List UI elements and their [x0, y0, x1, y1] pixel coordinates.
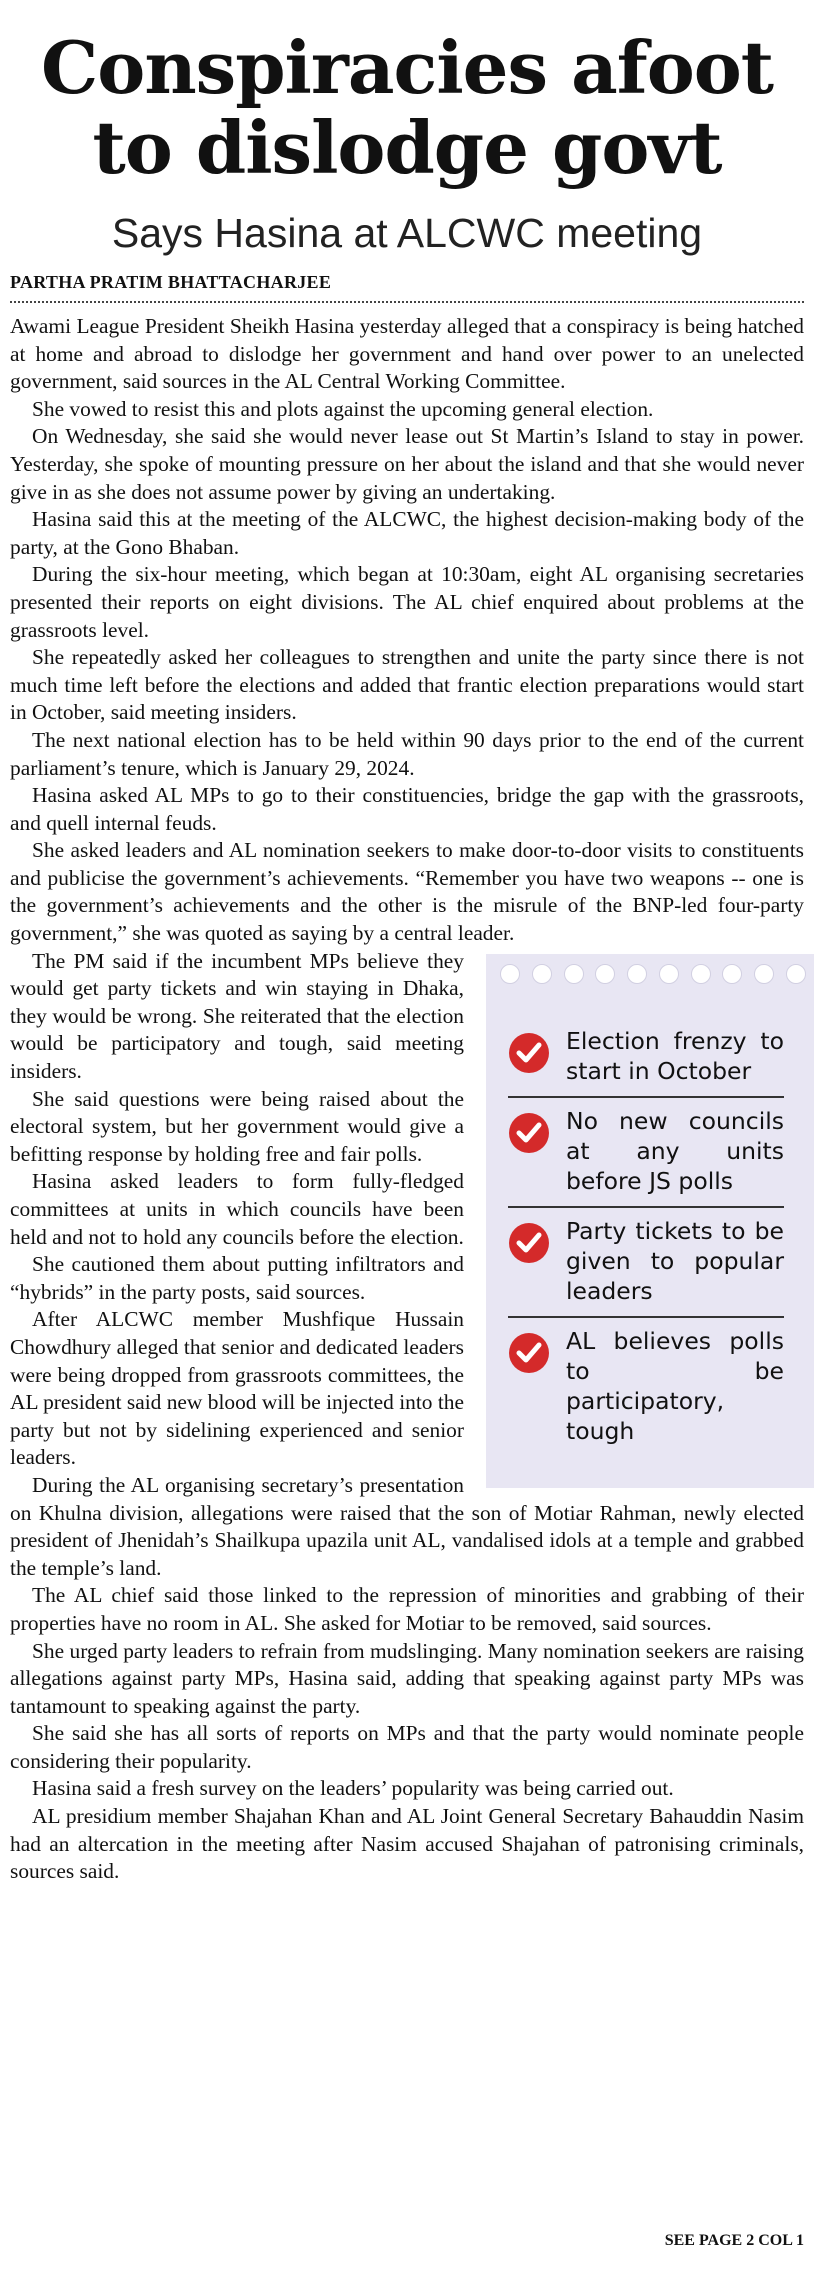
binding-hole: [564, 964, 584, 984]
highlight-text: Election frenzy to start in October: [566, 1026, 784, 1085]
highlight-text: No new councils at any units before JS polls: [566, 1106, 784, 1195]
headline-line-1: Conspiracies afoot: [40, 25, 774, 110]
article-paragraph: The next national election has to be held within 90 days prior to the end of the current parliament’s tenure, which is January 29, 2024.: [10, 727, 804, 780]
article-paragraph: Hasina said a fresh survey on the leaders’ popularity was being carried out.: [32, 1776, 674, 1801]
binding-hole: [659, 964, 679, 984]
highlight-item: [508, 1018, 784, 1098]
notepad-binding-holes: [500, 964, 806, 984]
highlights-sidebar: [486, 954, 814, 1488]
binding-hole: [691, 964, 711, 984]
article-paragraph: The AL chief said those linked to the repression of minorities and grabbing of their properties have no room in AL. She asked for Motiar to be removed, said sources.: [10, 1583, 804, 1635]
highlight-item: [508, 1208, 784, 1318]
article-paragraph: After ALCWC member Mushfique Hussain Chowdhury alleged that senior and dedicated leaders were being dropped from grassroots committees, the AL president said new blood will be injected into the party but not by sidelining experienced and senior leaders.: [10, 1307, 464, 1470]
checkmark-circle-icon: [508, 1032, 550, 1074]
binding-hole: [500, 964, 520, 984]
byline-divider: [10, 301, 804, 303]
article-paragraph: She said she has all sorts of reports on MPs and that the party would nominate people considering their popularity.: [10, 1721, 804, 1773]
highlight-item: [508, 1098, 784, 1208]
article-paragraph: Hasina asked leaders to form fully-fledged committees at units in which councils have been held and not to hold any councils before the election.: [10, 1169, 464, 1249]
article-paragraph: She urged party leaders to refrain from mudslinging. Many nomination seekers are raising allegations against party MPs, Hasina said, adding that speaking against party MPs was tantamount to speaking against the party.: [10, 1638, 804, 1718]
article-paragraph: Hasina said this at the meeting of the ALCWC, the highest decision-making body of the party, at the Gono Bhaban.: [10, 507, 804, 559]
article-paragraph: Awami League President Sheikh Hasina yesterday alleged that a conspiracy is being hatched at home and abroad to dislodge her government and hand over power to an unelected government, said sources in the AL Central Working Committee.: [10, 314, 804, 394]
article-paragraph: On Wednesday, she said she would never lease out St Martin’s Island to stay in power. Yesterday, she spoke of mounting pressure on her about the island and that she would never give in as she does not assume power by giving an undertaking.: [10, 424, 804, 504]
byline: PARTHA PRATIM BHATTACHARJEE: [10, 272, 332, 292]
article-body: [10, 313, 804, 1886]
headline: [10, 0, 804, 188]
checkmark-circle-icon: [508, 1112, 550, 1154]
checkmark-circle-icon: [508, 1222, 550, 1264]
binding-hole: [754, 964, 774, 984]
checkmark-circle-icon: [508, 1332, 550, 1374]
highlight-item: [508, 1318, 784, 1456]
continuation-link[interactable]: SEE PAGE 2 COL 1: [664, 2232, 804, 2249]
article-paragraph: She said questions were being raised about the electoral system, but her government would give a befitting response by holding free and fair polls.: [10, 1086, 464, 1166]
article-paragraph: The PM said if the incumbent MPs believe they would get party tickets and win staying in Dhaka, they would be wrong. She reiterated that the election would be participatory and tough, said meeting insiders.: [10, 948, 464, 1084]
binding-hole: [722, 964, 742, 984]
binding-hole: [627, 964, 647, 984]
article-page: [10, 0, 804, 2275]
subheadline: Says Hasina at ALCWC meeting: [111, 210, 703, 256]
binding-hole: [786, 964, 806, 984]
article-paragraph: She repeatedly asked her colleagues to strengthen and unite the party since there is not much time left before the elections and added that frantic election preparations would start in October, said meeting insiders.: [10, 645, 804, 725]
article-paragraph: During the AL organising secretary’s presentation on Khulna division, allegations were raised that the son of Motiar Rahman, newly elected president of Jhenidah’s Shailkupa upazila unit AL, vandalised idols at a temple and grabbed the temple’s land.: [10, 1472, 804, 1580]
highlight-text: Party tickets to be given to popular leaders: [566, 1216, 784, 1305]
article-paragraph: During the six-hour meeting, which began at 10:30am, eight AL organising secretaries presented their reports on eight divisions. The AL chief enquired about problems at the grassroots level.: [10, 562, 804, 642]
binding-hole: [532, 964, 552, 984]
headline-line-2: to dislodge govt: [92, 105, 722, 190]
highlights-list: [508, 1018, 784, 1456]
article-paragraph: She asked leaders and AL nomination seekers to make door-to-door visits to constituents and publicise the government’s achievements. “Remember you have two weapons -- one is the government’s achievements and the other is the misrule of the BNP-led four-party government,” she was quoted as saying by a central leader.: [10, 838, 804, 946]
article-paragraph: AL presidium member Shajahan Khan and AL Joint General Secretary Bahauddin Nasim had an altercation in the meeting after Nasim accused Shajahan of patronising criminals, sources said.: [10, 1804, 804, 1884]
article-paragraph: Hasina asked AL MPs to go to their constituencies, bridge the gap with the grassroots, and quell internal feuds.: [10, 783, 804, 835]
binding-hole: [595, 964, 615, 984]
highlight-text: AL believes polls to be participatory, tough: [566, 1326, 784, 1445]
article-paragraph: She vowed to resist this and plots against the upcoming general election.: [32, 396, 654, 421]
article-paragraph: She cautioned them about putting infiltrators and “hybrids” in the party posts, said sources.: [10, 1252, 464, 1304]
